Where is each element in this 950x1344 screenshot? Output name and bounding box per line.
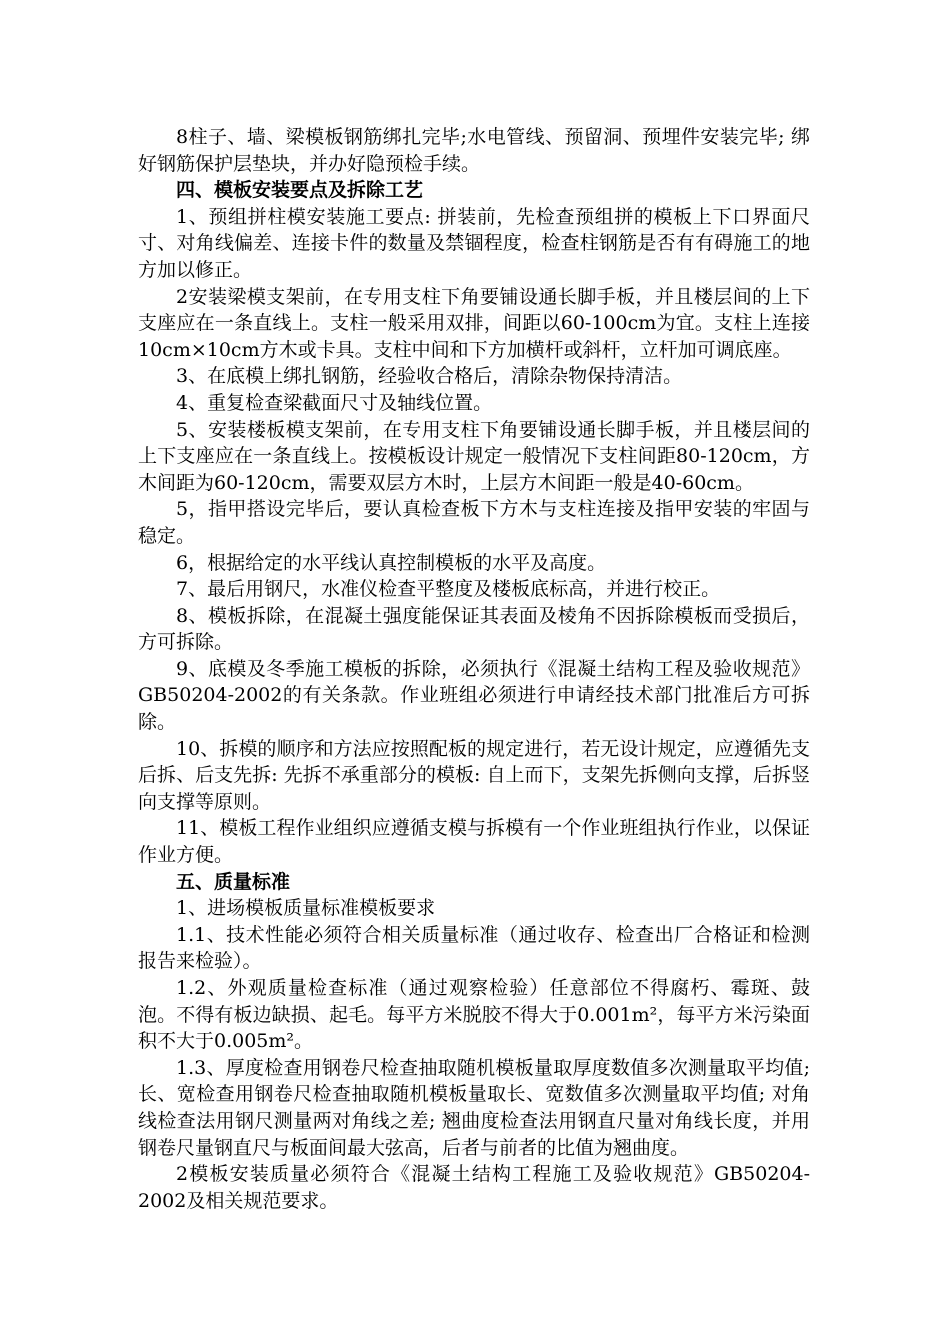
paragraph-8: 6，根据给定的水平线认真控制模板的水平及高度。 — [176, 551, 607, 574]
section-heading-5: 五、质量标准 — [176, 870, 291, 893]
paragraph-16: 1.2、外观质量检查标准（通过观察检验）任意部位不得腐朽、霉斑、鼓泡。不得有板边缺损、起毛。每平方米脱胶不得大于0.001m²，每平方米污染面积不大于0.005m²。 — [138, 977, 810, 1053]
paragraph-11: 9、底模及冬季施工模板的拆除，必须执行《混凝土结构工程及验收规范》GB50204-2002的有关条款。作业班组必须进行申请经技术部门批准后方可拆除。 — [138, 657, 810, 734]
paragraph-1: 8柱子、墙、梁模板钢筋绑扎完毕;水电管线、预留洞、预埋件安装完毕; 绑好钢筋保护层垫块，并办好隐预检手续。 — [138, 126, 810, 175]
paragraph-6: 5、安装楼板模支架前，在专用支柱下角要铺设通长脚手板，并且楼层间的上下支座应在一条直线上。按模板设计规定一般情况下支柱间距80-120cm，方木间距为60-120cm，需要双层方木时，上层方木间距一般是40-60cm。 — [138, 418, 810, 494]
paragraph-18: 2模板安装质量必须符合《混凝土结构工程施工及验收规范》GB50204-2002及相关规范要求。 — [138, 1163, 810, 1212]
paragraph-9: 7、最后用钢尺，水准仪检查平整度及楼板底标高，并进行校正。 — [176, 578, 721, 601]
paragraph-15: 1.1、技术性能必须符合相关质量标准（通过收存、检查出厂合格证和检测报告来检验）。 — [138, 923, 810, 973]
paragraph-14: 1、进场模板质量标准模板要求 — [176, 897, 436, 920]
paragraph-13: 11、模板工程作业组织应遵循支模与拆模有一个作业班组执行作业，以保证作业方便。 — [138, 817, 810, 867]
paragraph-7: 5，指甲搭设完毕后，要认真检查板下方木与支柱连接及指甲安装的牢固与稳定。 — [138, 498, 810, 547]
paragraph-12: 10、拆模的顺序和方法应按照配板的规定进行，若无设计规定，应遵循先支后拆、后支先拆: 先拆不承重部分的模板: 自上而下，支架先拆侧向支撑，后拆竖向支撑等原则。 — [138, 737, 810, 813]
section-heading-4: 四、模板安装要点及拆除工艺 — [176, 179, 424, 202]
paragraph-17: 1.3、厚度检查用钢卷尺检查抽取随机模板量取厚度数值多次测量取平均值; 长、宽检查用钢卷尺检查抽取随机模板量取长、宽数值多次测量取平均值; 对角线检查法用钢尺测量两对角线之差; 翘曲度检查法用钢直尺量对角线长度，并用钢卷尺量钢直尺与板面间最大弦高，后者与前者的比值为翘曲度。 — [138, 1056, 810, 1159]
paragraph-4: 3、在底模上绑扎钢筋，经验收合格后，清除杂物保持清洁。 — [176, 365, 683, 388]
paragraph-10: 8、模板拆除，在混凝土强度能保证其表面及棱角不因拆除模板而受损后，方可拆除。 — [138, 604, 810, 654]
paragraph-3: 2安装梁模支架前，在专用支柱下角要铺设通长脚手板，并且楼层间的上下支座应在一条直线上。支柱一般采用双排，间距以60-100cm为宜。支柱上连接10cm×10cm方木或卡具。支柱中间和下方加横杆或斜杆，立杆加可调底座。 — [138, 285, 810, 361]
document-page — [138, 124, 810, 1214]
paragraph-5: 4、重复检查梁截面尺寸及轴线位置。 — [176, 391, 493, 414]
paragraph-2: 1、预组拼柱模安装施工要点: 拼装前，先检查预组拼的模板上下口界面尺寸、对角线偏差、连接卡件的数量及禁锢程度，检查柱钢筋是否有有碍施工的地方加以修正。 — [138, 205, 810, 281]
